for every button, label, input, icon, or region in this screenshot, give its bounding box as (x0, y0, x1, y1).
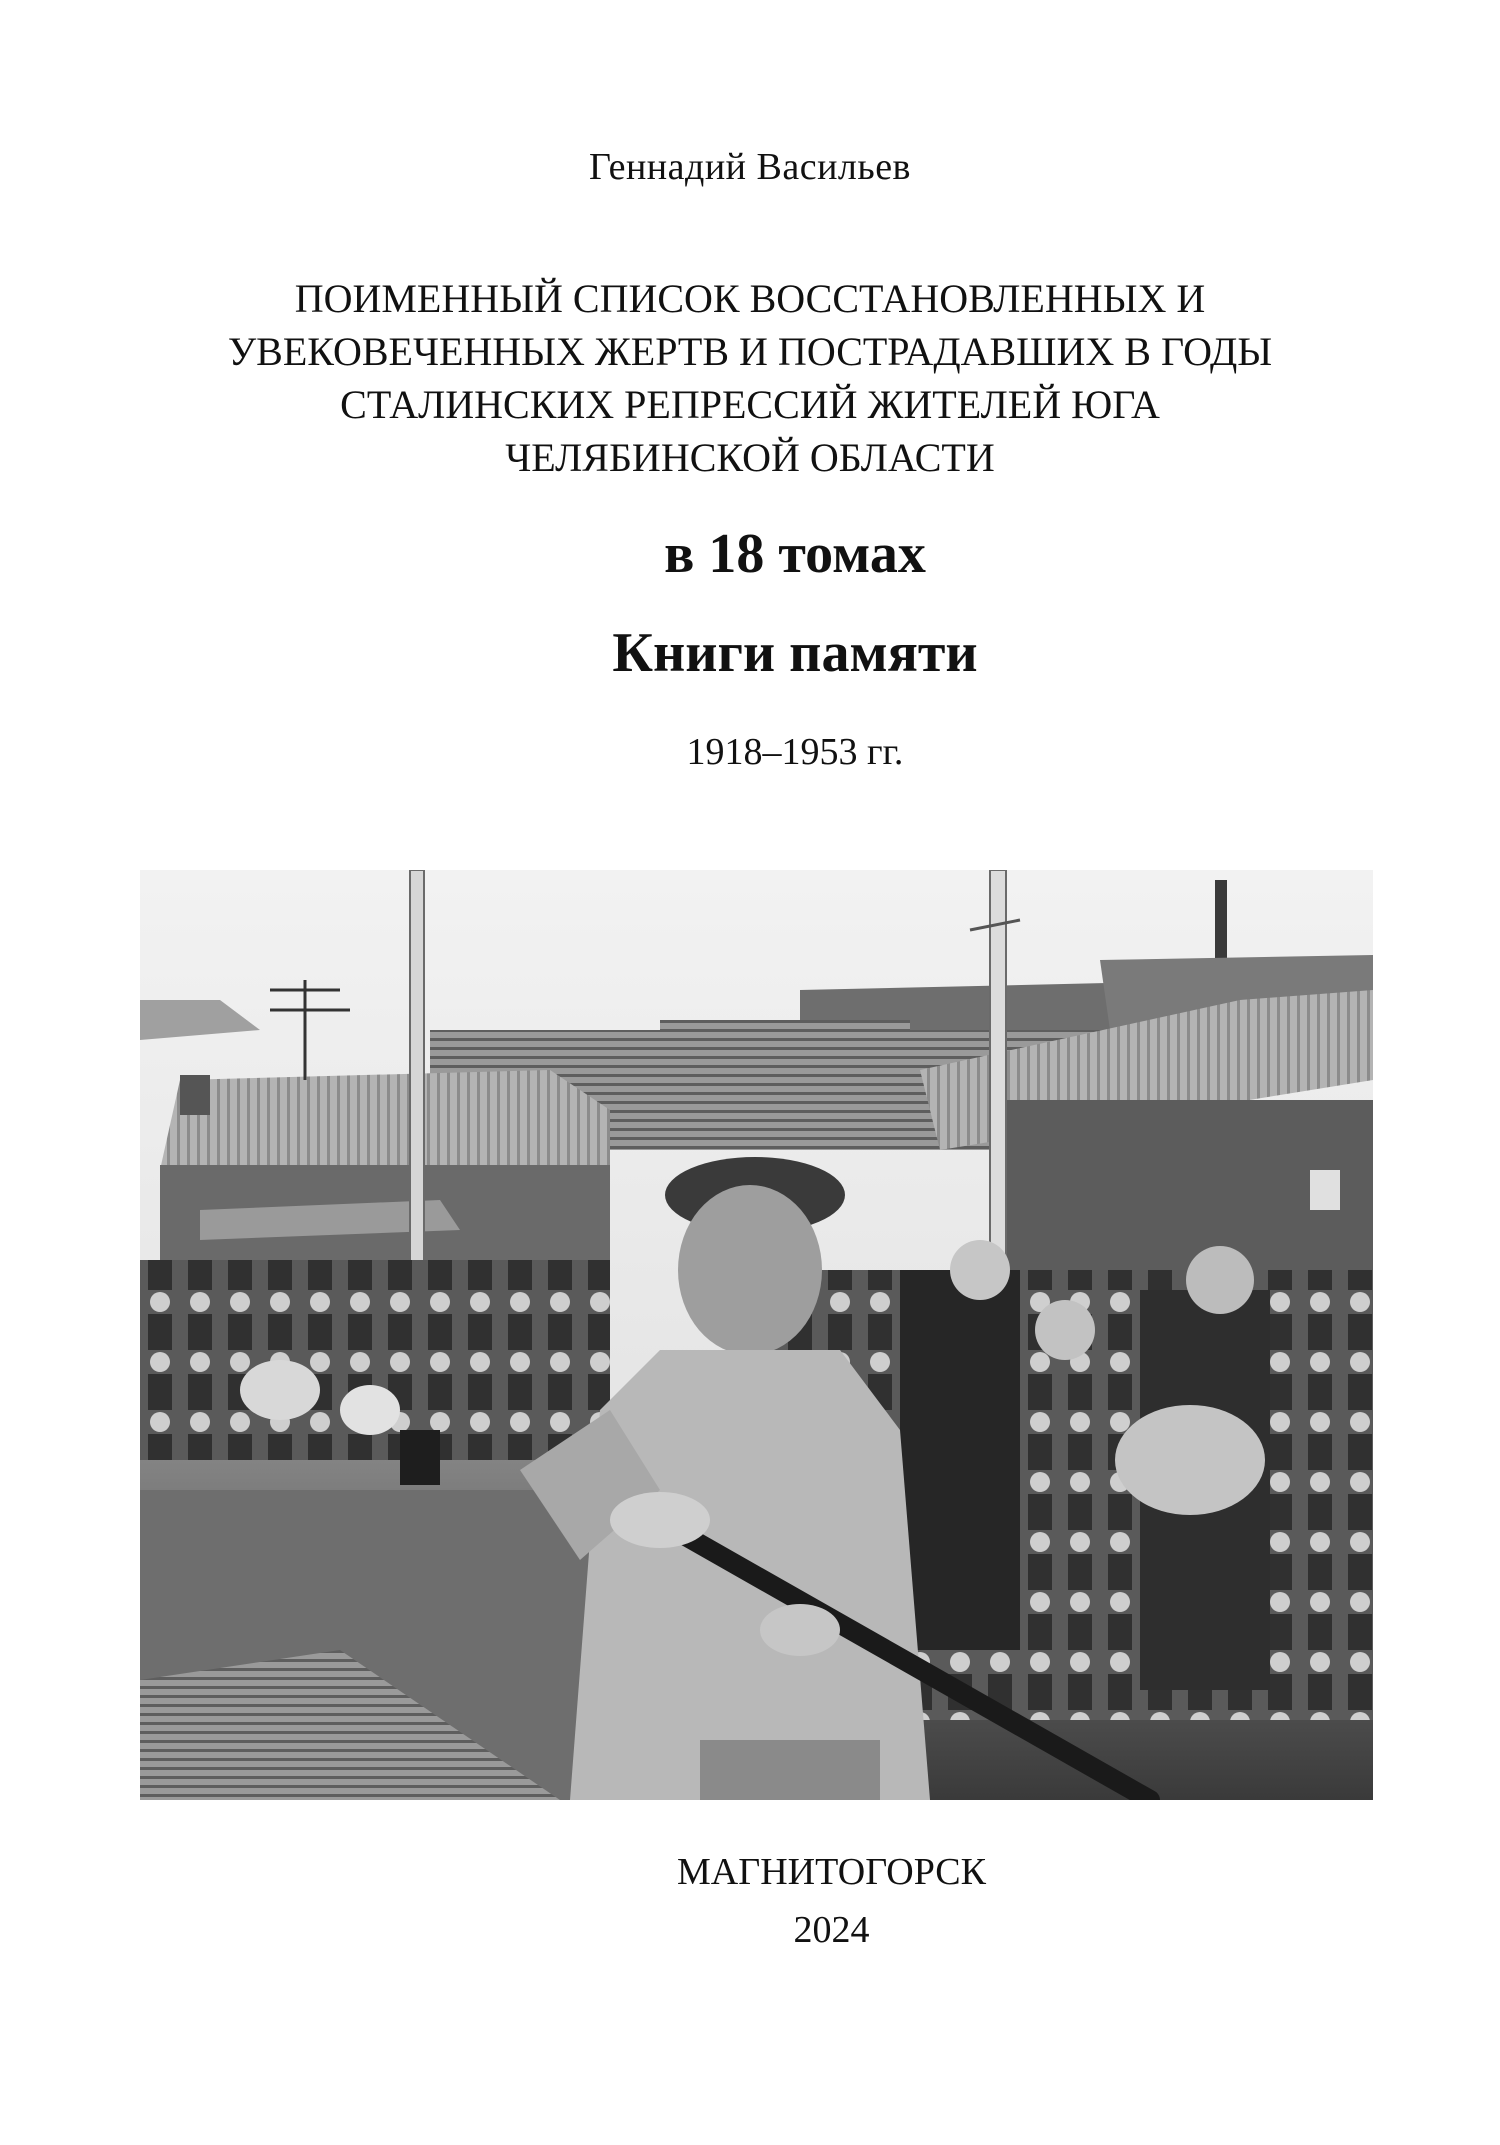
period-years: 1918–1953 гг. (686, 731, 904, 773)
series-title: Книги памяти (612, 622, 978, 684)
publication-city: МАГНИТОГОРСК (677, 1851, 986, 1893)
book-title (100, 272, 1400, 484)
author-name: Геннадий Васильев (589, 146, 911, 188)
title-line-1: ПОИМЕННЫЙ СПИСОК ВОССТАНОВЛЕННЫХ И (294, 276, 1206, 321)
cover-photo (140, 870, 1373, 1800)
title-line-4: ЧЕЛЯБИНСКОЙ ОБЛАСТИ (505, 435, 995, 480)
publication-year: 2024 (793, 1909, 870, 1951)
title-line-3: СТАЛИНСКИХ РЕПРЕССИЙ ЖИТЕЛЕЙ ЮГА (340, 382, 1160, 427)
title-line-2: УВЕКОВЕЧЕННЫХ ЖЕРТВ И ПОСТРАДАВШИХ В ГОДЫ (227, 329, 1273, 374)
volumes-count: в 18 томах (664, 523, 926, 585)
